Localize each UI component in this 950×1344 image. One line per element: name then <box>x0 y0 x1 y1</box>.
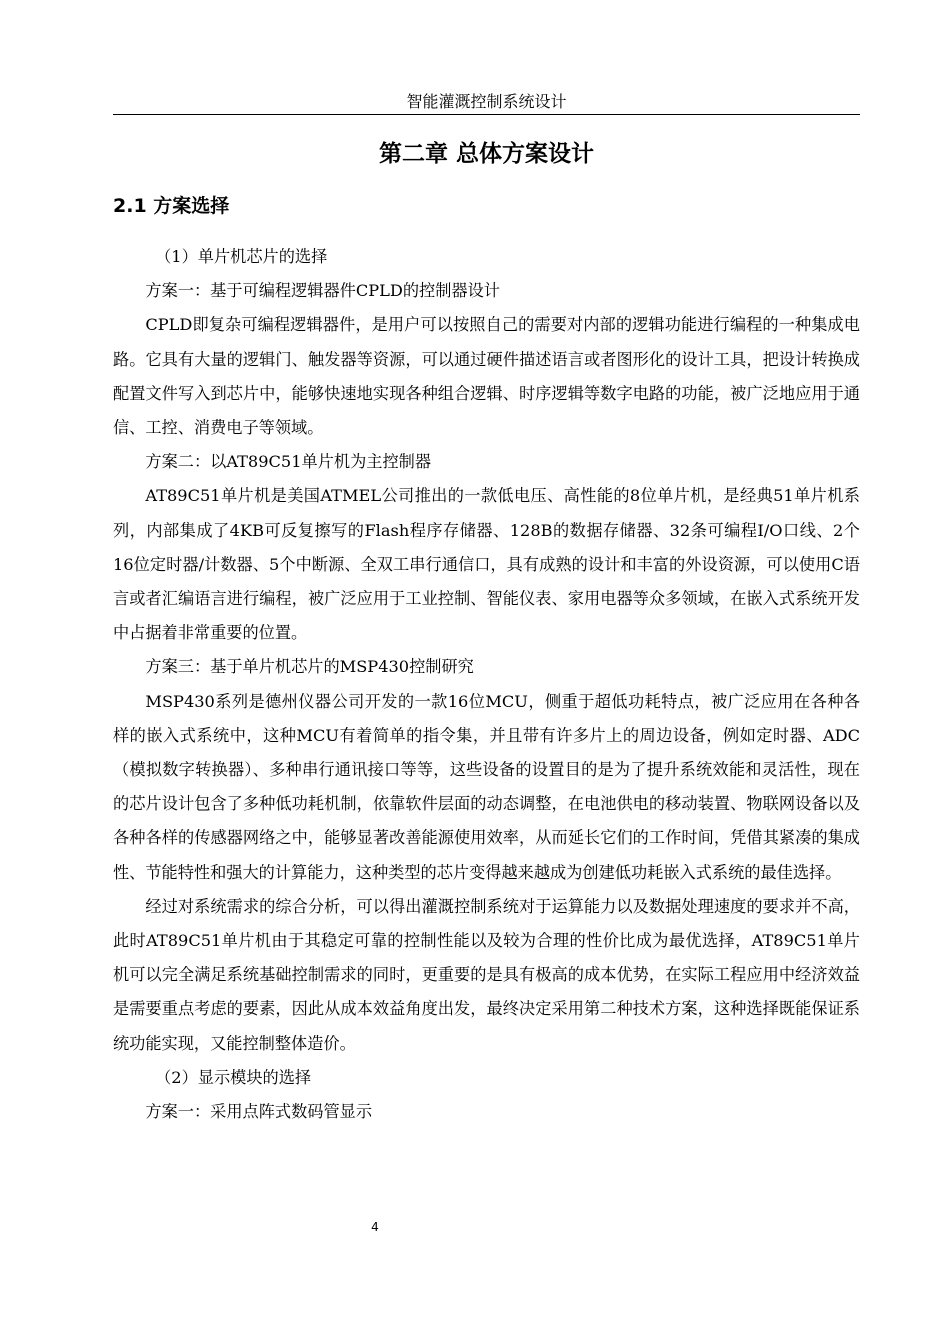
section-heading: 2.1 方案选择 <box>113 195 230 217</box>
paragraph-conclusion: 经过对系统需求的综合分析，可以得出灌溉控制系统对于运算能力以及数据处理速度的要求并不高，此时AT89C51单片机由于其稳定可靠的控制性能以及较为合理的性价比成为最优选择，AT89C51单片机可以完全满足系统基础控制需求的同时，更重要的是具有极高的成本优势，在实际工程应用中经济效益是需要重点考虑的要素，因此从成本效益角度出发，最终决定采用第二种技术方案，这种选择既能保证系统功能实现，又能控制整体造价。 <box>113 896 860 1053</box>
header-divider <box>113 114 860 115</box>
chapter-title: 第二章 总体方案设计 <box>378 141 594 167</box>
option-one-heading: 方案一：基于可编程逻辑器件CPLD的控制器设计 <box>145 281 500 301</box>
paragraph-msp430: MSP430系列是德州仪器公司开发的一款16位MCU，侧重于超低功耗特点，被广泛应用在各种各样的嵌入式系统中，这种MCU有着简单的指令集，并且带有许多片上的周边设备，例如定时器、ADC（模拟数字转换器）、多种串行通讯接口等等，这些设备的设置目的是为了提升系统效能和灵活性，现在的芯片设计包含了多种低功耗机制，依靠软件层面的动态调整，在电池供电的移动装置、物联网设备以及各种各样的传感器网络之中，能够显著改善能源使用效率，从而延长它们的工作时间，凭借其紧凑的集成性、节能特性和强大的计算能力，这种类型的芯片变得越来越成为创建低功耗嵌入式系统的最佳选择。 <box>113 691 860 882</box>
running-header-title: 智能灌溉控制系统设计 <box>406 92 567 111</box>
subsection-item-display-selection: （2）显示模块的选择 <box>155 1067 312 1087</box>
option-three-heading: 方案三：基于单片机芯片的MSP430控制研究 <box>145 657 474 677</box>
option-two-heading: 方案二：以AT89C51单片机为主控制器 <box>145 452 432 472</box>
paragraph-at89c51: AT89C51单片机是美国ATMEL公司推出的一款低电压、高性能的8位单片机，是经典51单片机系列，内部集成了4KB可反复擦写的Flash程序存储器、128B的数据存储器、32条可编程I/O口线、2个16位定时器/计数器、5个中断源、全双工串行通信口，具有成熟的设计和丰富的外设资源，可以使用C语言或者汇编语言进行编程，被广泛应用于工业控制、智能仪表、家用电器等众多领域，在嵌入式系统开发中占据着非常重要的位置。 <box>113 486 860 643</box>
body-text <box>113 240 860 1129</box>
page-number: 4 <box>371 1220 379 1234</box>
paragraph-cpld: CPLD即复杂可编程逻辑器件，是用户可以按照自己的需要对内部的逻辑功能进行编程的一种集成电路。它具有大量的逻辑门、触发器等资源，可以通过硬件描述语言或者图形化的设计工具，把设计转换成配置文件写入到芯片中，能够快速地实现各种组合逻辑、时序逻辑等数字电路的功能，被广泛地应用于通信、工控、消费电子等领域。 <box>113 315 860 438</box>
subsection-item-mcu-selection: （1）单片机芯片的选择 <box>155 247 328 266</box>
display-option-one-heading: 方案一：采用点阵式数码管显示 <box>145 1102 373 1122</box>
